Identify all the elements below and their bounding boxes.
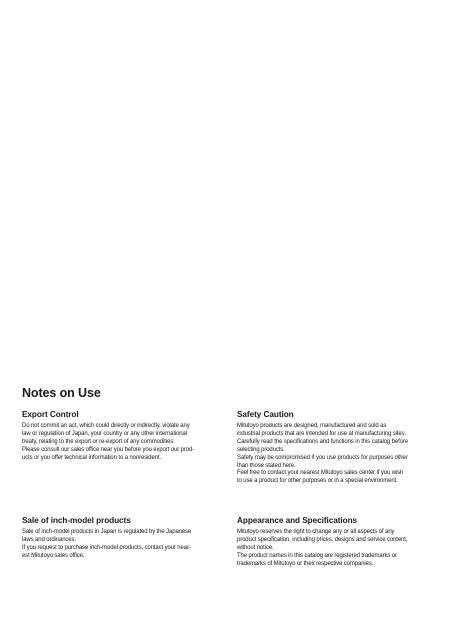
- export-control-line: Please consult our sales office near you before you export our prod-: [22, 445, 195, 453]
- export-control-line: Do not commit an act, which could directly or indirectly, violate any: [22, 422, 190, 429]
- inch-model-line: Sale of inch-model products in Japan is regulated by the Japanese: [22, 528, 192, 535]
- inch-model-line: est Mitutoyo sales office.: [22, 551, 85, 559]
- export-control-heading: Export Control: [22, 410, 79, 419]
- appearance-specs-line: trademarks of Mitutoyo or their respective companies.: [237, 559, 374, 567]
- safety-caution-line: to use a product for other purposes or in a special environment.: [237, 477, 398, 485]
- appearance-specs-line: The product names in this catalog are registered trademarks or: [237, 551, 397, 559]
- inch-model-line: If you request to purchase inch-model products, contact your near-: [22, 543, 191, 551]
- appearance-specs-line: product specification, including prices, designs and service content,: [237, 535, 408, 543]
- export-control-line: law or regulation of Japan, your country or any other international: [22, 429, 187, 437]
- appearance-specs-line: without notice.: [237, 543, 274, 551]
- safety-caution-line: selecting products.: [237, 445, 285, 453]
- inch-model-section: [22, 516, 222, 560]
- appearance-specs-line: Mitutoyo reserves the right to change any or all aspects of any: [237, 528, 395, 535]
- export-control-line: treaty, relating to the export or re-export of any commodities.: [22, 437, 175, 445]
- safety-caution-line: Mitutoyo products are designed, manufactured and sold as: [237, 422, 387, 429]
- safety-caution-line: Carefully read the specifications and functions in this catalog before: [237, 437, 408, 445]
- safety-caution-line: Feel free to contact your nearest Mitutoyo sales center if you wish: [237, 469, 404, 477]
- appearance-specs-section: [237, 516, 437, 568]
- inch-model-heading: Sale of inch-model products: [22, 516, 131, 525]
- export-control-section: [22, 410, 222, 462]
- export-control-line: ucts or you offer technical information to a nonresident.: [22, 453, 162, 461]
- safety-caution-heading: Safety Caution: [237, 410, 294, 419]
- inch-model-line: laws and ordinances.: [22, 535, 76, 543]
- appearance-specs-heading: Appearance and Specifications: [237, 516, 358, 525]
- safety-caution-line: industrial products that are intended for use at manufacturing sites.: [237, 429, 407, 437]
- safety-caution-line: Safety may be compromised if you use products for purposes other: [237, 453, 408, 461]
- page-title: Notes on Use: [22, 386, 101, 400]
- safety-caution-section: [237, 410, 437, 485]
- safety-caution-line: than those stated here.: [237, 461, 296, 469]
